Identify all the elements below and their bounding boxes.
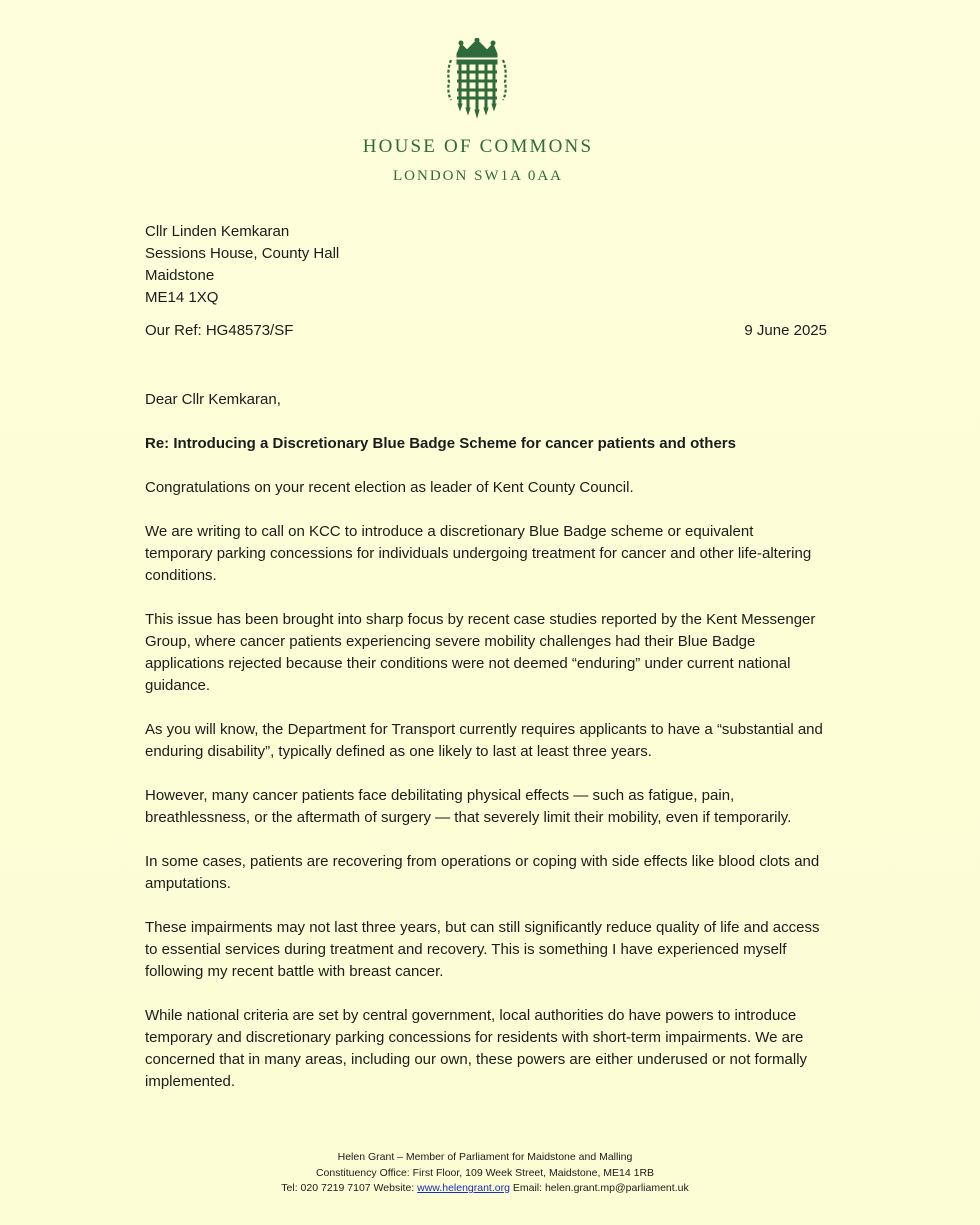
footer-tel: Tel: 020 7219 7107 bbox=[281, 1182, 371, 1194]
house-of-commons-title: HOUSE OF COMMONS bbox=[362, 136, 594, 157]
footer-office-line: Constituency Office: First Floor, 109 Week Street, Maidstone, ME14 1RB bbox=[315, 1166, 655, 1179]
paragraph: However, many cancer patients face debilitating physical effects — such as fatigue, pain, breathlessness, or the aftermath of surgery — that severely limit their mobility, even if temporarily. bbox=[145, 787, 792, 826]
paragraph: We are writing to call on KCC to introduce a discretionary Blue Badge scheme or equivalent temporary parking concessions for individuals undergoing treatment for cancer and other life-altering conditions. bbox=[145, 523, 812, 584]
letter-date: 9 June 2025 bbox=[744, 322, 827, 339]
subject-line: Re: Introducing a Discretionary Blue Badge Scheme for cancer patients and others bbox=[145, 435, 736, 452]
paragraph: In some cases, patients are recovering from operations or coping with side effects like blood clots and amputations. bbox=[145, 853, 820, 892]
recipient-town: Maidstone bbox=[145, 267, 215, 284]
salutation: Dear Cllr Kemkaran, bbox=[145, 391, 281, 408]
paragraph: While national criteria are set by central government, local authorities do have powers to introduce temporary and discretionary parking concessions for residents with short-term impairments. We are concerned that in many areas, including our own, these powers are either underused or not formally implemented. bbox=[145, 1007, 808, 1090]
paragraph: This issue has been brought into sharp focus by recent case studies reported by the Kent Messenger Group, where cancer patients experiencing severe mobility challenges had their Blue Badge applications rejected because their conditions were not deemed “enduring” under current national guidance. bbox=[145, 611, 816, 694]
reference-row bbox=[145, 320, 827, 342]
footer-contact-line bbox=[0, 1181, 970, 1197]
our-reference: Our Ref: HG48573/SF bbox=[145, 322, 294, 339]
recipient-address-line: Sessions House, County Hall bbox=[145, 245, 340, 262]
footer-website-link[interactable]: www.helengrant.org bbox=[417, 1182, 510, 1194]
footer-website-label: Website: bbox=[373, 1182, 415, 1194]
paragraph: As you will know, the Department for Transport currently requires applicants to have a “substantial and enduring disability”, typically defined as one likely to last at least three years. bbox=[145, 721, 823, 760]
recipient-name: Cllr Linden Kemkaran bbox=[145, 223, 290, 240]
letter-body bbox=[145, 389, 825, 1115]
paragraph: These impairments may not last three years, but can still significantly reduce quality of life and access to essential services during treatment and recovery. This is something I have experienced myself following my recent battle with breast cancer. bbox=[145, 919, 820, 980]
portcullis-crest-icon bbox=[443, 38, 511, 118]
house-of-commons-address: LONDON SW1A 0AA bbox=[393, 168, 563, 184]
letter-footer bbox=[0, 1150, 970, 1197]
footer-mp-line: Helen Grant – Member of Parliament for Maidstone and Malling bbox=[337, 1151, 633, 1163]
recipient-address bbox=[145, 221, 339, 309]
footer-email: Email: helen.grant.mp@parliament.uk bbox=[512, 1182, 689, 1194]
recipient-postcode: ME14 1XQ bbox=[145, 289, 219, 306]
paragraph: Congratulations on your recent election as leader of Kent County Council. bbox=[145, 479, 634, 496]
